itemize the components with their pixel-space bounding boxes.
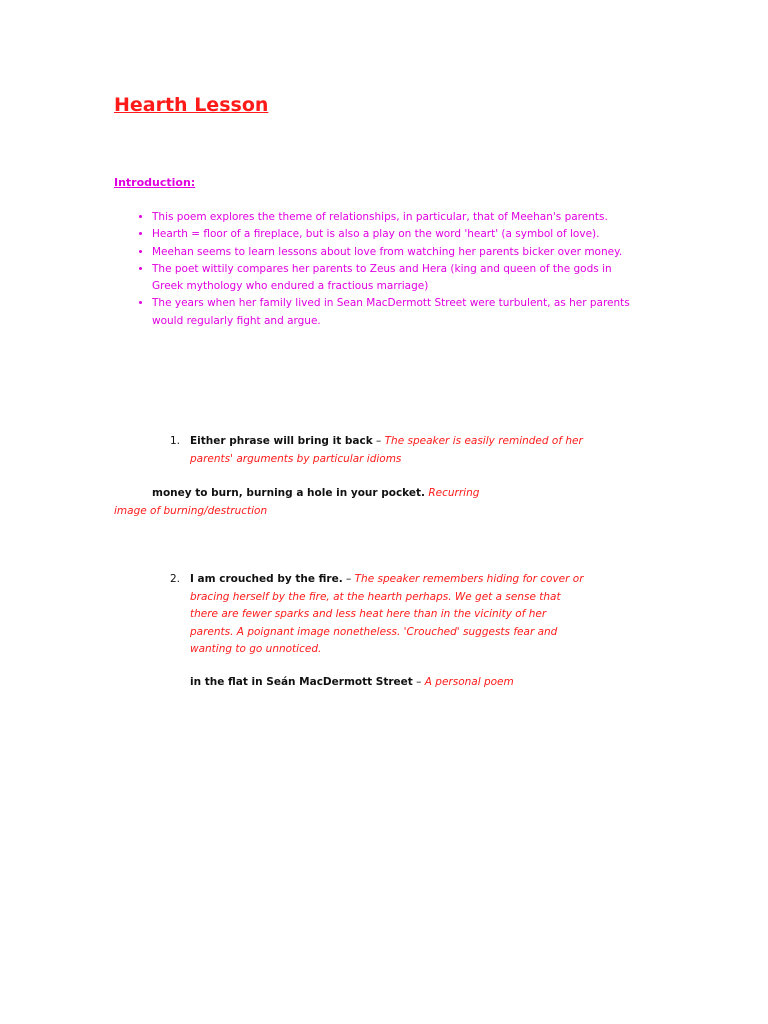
quote-paragraph-flat xyxy=(190,674,590,692)
item-comment: The speaker is easily reminded of her parents' arguments by particular idioms xyxy=(190,435,583,465)
paragraph-dash: – xyxy=(412,676,425,688)
numbered-item-2 xyxy=(170,571,590,659)
item-quote: I am crouched by the fire. xyxy=(190,573,343,585)
item-dash: – xyxy=(372,435,385,447)
introduction-list xyxy=(114,209,642,330)
item-number: 2. xyxy=(170,573,181,585)
intro-bullet: • Meehan seems to learn lessons about love from watching her parents bicker over money. xyxy=(152,244,642,261)
page-title: Hearth Lesson xyxy=(114,94,269,116)
intro-bullet: • This poem explores the theme of relationships, in particular, that of Meehan's parents. xyxy=(152,209,642,226)
quote-paragraph-money xyxy=(114,485,514,520)
introduction-heading: Introduction: xyxy=(114,176,196,189)
paragraph-comment: Recurring image of burning/destruction xyxy=(114,487,480,517)
intro-bullet: • The poet wittily compares her parents to Zeus and Hera (king and queen of the gods in Greek mythology who endured a fractious marriage) xyxy=(152,261,642,296)
item-number: 1. xyxy=(170,435,181,447)
paragraph-quote: in the flat in Seán MacDermott Street xyxy=(190,676,413,688)
item-quote: Either phrase will bring it back xyxy=(190,435,373,447)
intro-bullet: • The years when her family lived in Sean MacDermott Street were turbulent, as her parents would regularly fight and argue. xyxy=(152,295,642,330)
paragraph-comment: A personal poem xyxy=(424,676,514,688)
paragraph-quote: money to burn, burning a hole in your pocket. xyxy=(152,487,426,499)
item-dash: – xyxy=(342,573,355,585)
numbered-item-1 xyxy=(170,433,590,468)
item-comment: The speaker remembers hiding for cover or bracing herself by the fire, at the hearth perhaps. We get a sense that there are fewer sparks and less heat here than in the vicinity of her parents. A poignant image nonetheless. 'Crouched' suggests fear and wanting to go unnoticed. xyxy=(190,573,584,655)
intro-bullet: • Hearth = floor of a fireplace, but is also a play on the word 'heart' (a symbol of love). xyxy=(152,226,642,243)
